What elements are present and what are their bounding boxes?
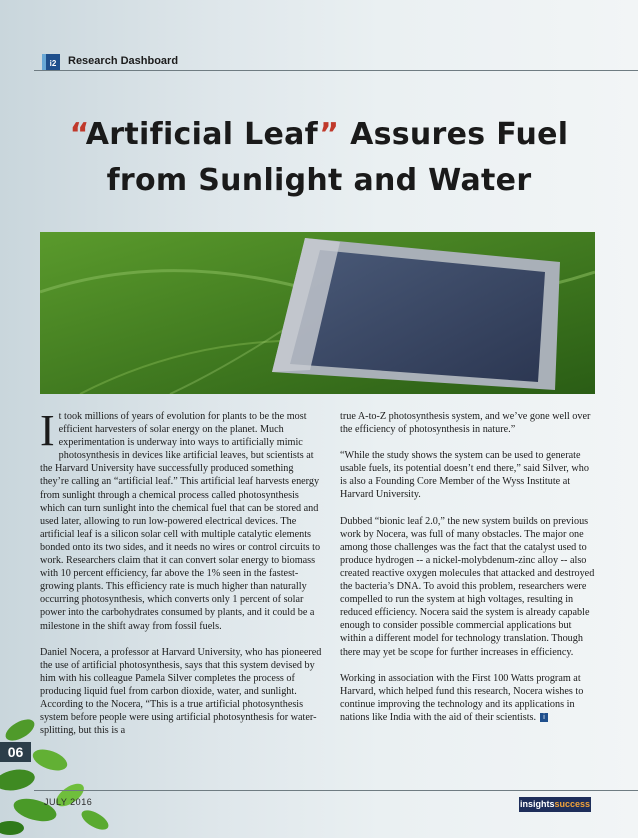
badge-text: i2 bbox=[49, 59, 57, 68]
header-rule bbox=[34, 70, 638, 71]
article-paragraph: true A-to-Z photosynthesis system, and we’ve gone well over the efficiency of photosynthesis in nature.” bbox=[340, 411, 591, 436]
section-title: Research Dashboard bbox=[68, 55, 179, 67]
title-quoted: Artificial Leaf bbox=[85, 117, 320, 152]
page-title bbox=[34, 112, 604, 204]
close-quote: ” bbox=[319, 117, 340, 152]
paragraph-text: Working in association with the First 100 Watts program at Harvard, which helped fund this research, Nocera wishes to continue improving the technology and its applications in nations like India with the aid of their scientists. bbox=[340, 672, 584, 723]
drop-cap: I bbox=[40, 406, 55, 455]
section-header bbox=[34, 54, 638, 71]
brand-part1: insights bbox=[519, 799, 555, 809]
article-paragraph: “While the study shows the system can be used to generate usable fuels, its potential doesn’t end there,” said Silver, who is also a Founding Core Member of the Wyss Institute at Harvard University. bbox=[340, 450, 589, 501]
title-line2: from Sunlight and Water bbox=[106, 163, 532, 198]
article-paragraph bbox=[40, 406, 322, 633]
end-of-article-icon: i bbox=[540, 713, 548, 722]
article-column-right bbox=[340, 410, 598, 737]
badge-accent bbox=[42, 54, 46, 70]
article-paragraph: Daniel Nocera, a professor at Harvard University, who has pioneered the use of artificial photosynthesis, says that this system devised by him with his colleague Pamela Silver completes the process of producing liquid fuel from carbon dioxide, water, and sunlight. According to the Nocera, “This is a true artificial photosynthesis system before people were using artificial photosynthesis for water-splitting, but this is a bbox=[40, 646, 322, 737]
brand-logo bbox=[519, 797, 591, 812]
paragraph-text: t took millions of years of evolution for plants to be the most efficient harvesters of solar energy on the planet. Much experimentation is underway into ways to artificially mimic photosynthesis in devices like artificial leaves, but scientists at the Harvard University have successfully produced something they’re calling an “artificial leaf.” This artificial leaf harvests energy from sunlight through a chemical process called photosynthesis which can turn sunlight into the chemical fuel that can be stored and used later, allowing to run low-powered electrical devices. The artificial leaf is a silicon solar cell with multiple catalytic elements bonded onto its two sides, and it needs no wires or control circuits to work. Researchers claim that it can convert solar energy to biomass with 10 percent efficiency, far above the 1% seen in the fastest-growing plants. This efficiency rate is much higher than naturally occurring photosynthesis, which converts only 1 percent of solar power into the carbohydrates consumed by plants, and it could be a milestone in the shift away from fossil fuels. bbox=[40, 411, 321, 632]
article-paragraph-final bbox=[340, 672, 598, 724]
page-number: 06 bbox=[0, 742, 31, 762]
article-paragraph: Dubbed “bionic leaf 2.0,” the new system builds on previous work by Nocera, was full of many obstacles. The major one among those challenges was the fact that the catalyst used to produce hydrogen -- a nickel-molybdenum-zinc alloy -- also created reactive oxygen molecules that attacked and destroyed the bacteria’s DNA. To avoid this problem, researchers were compelled to run the system at high voltages, resulting in reduced efficiency. Nocera said the system is already capable enough to consider possible commercial applications but within a different model for technology translation. Though there may yet be scope for further increases in efficiency. bbox=[340, 515, 595, 658]
section-badge bbox=[46, 54, 60, 70]
footer-rule bbox=[34, 790, 638, 791]
brand-part2: success bbox=[554, 799, 591, 809]
open-quote: “ bbox=[69, 117, 86, 152]
title-line1-rest: Assures Fuel bbox=[339, 117, 569, 152]
leaf-photo-illustration bbox=[40, 232, 595, 394]
foliage-decoration bbox=[0, 700, 120, 838]
hero-image-artificial-leaf bbox=[40, 232, 595, 394]
issue-date: JULY 2016 bbox=[44, 797, 93, 807]
